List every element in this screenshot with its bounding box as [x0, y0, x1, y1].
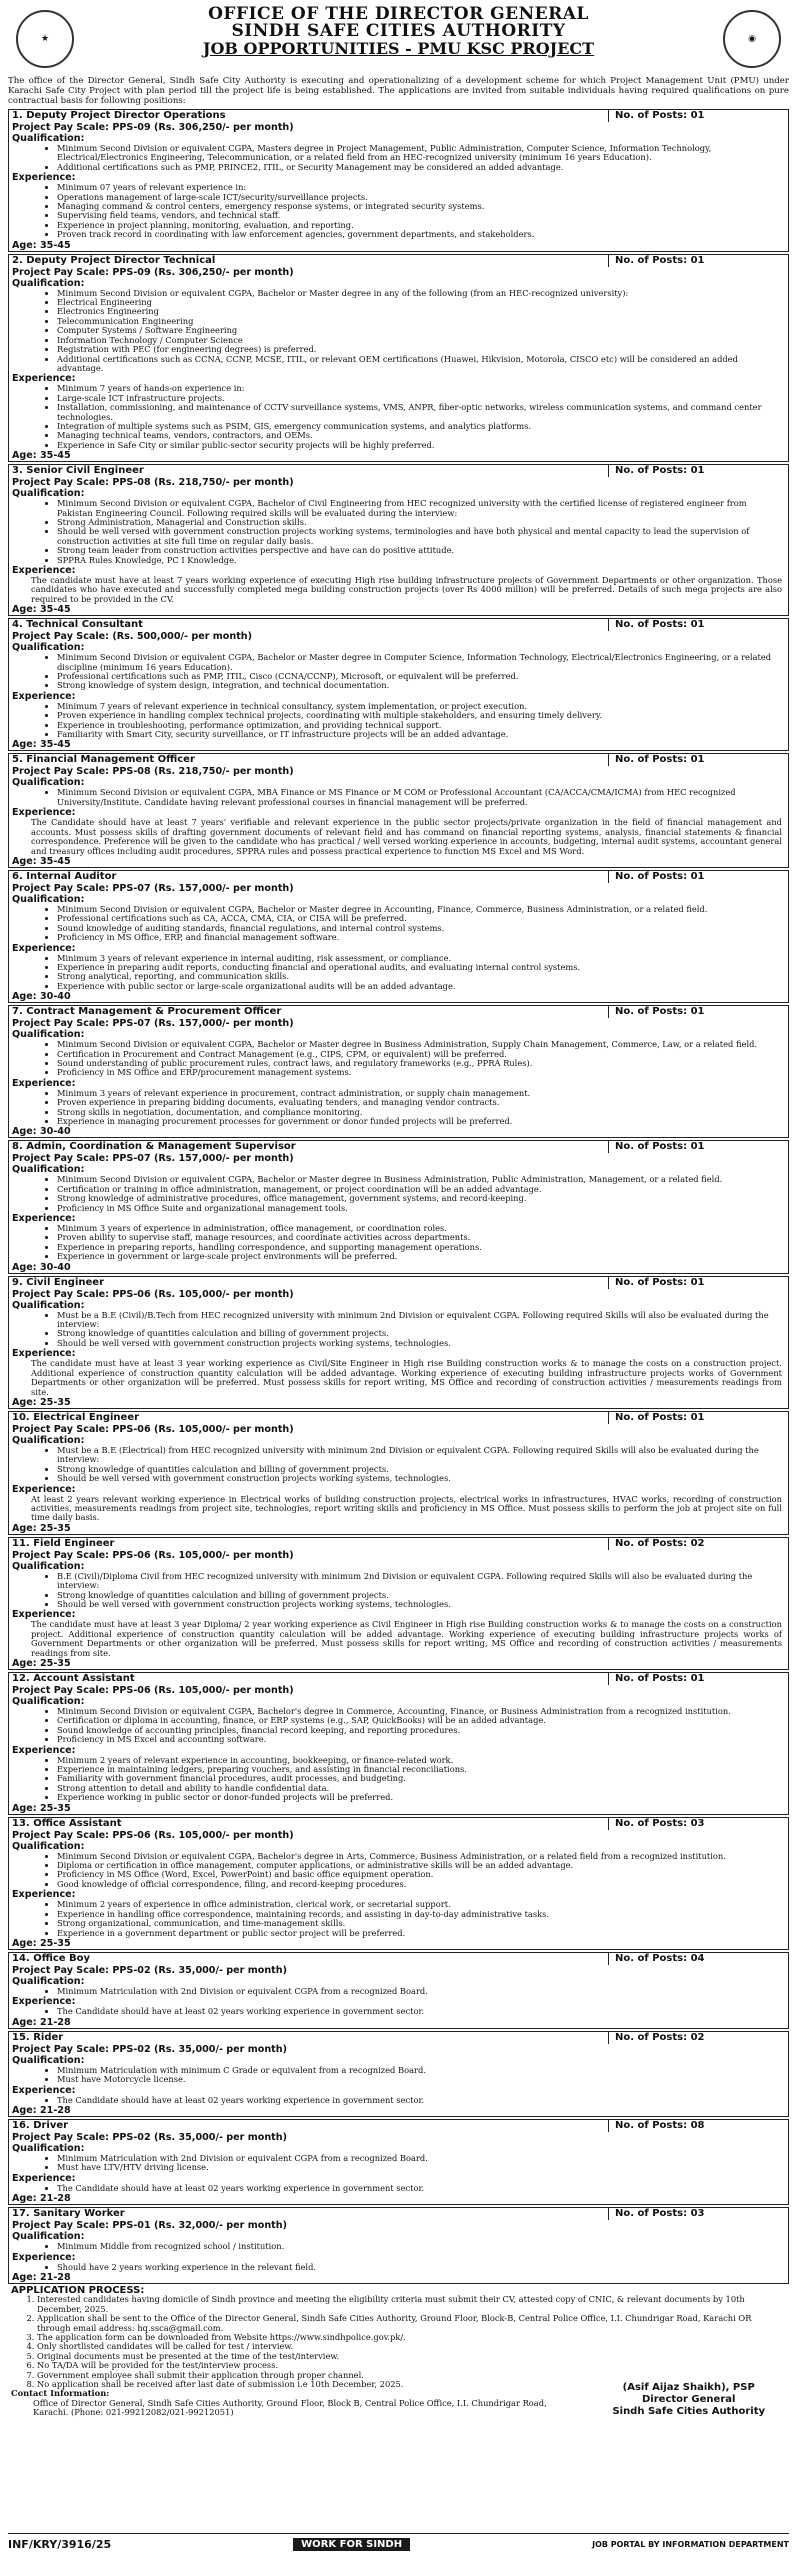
job-title: 14. Office Boy: [12, 1952, 91, 1964]
experience-label: Experience:: [12, 1889, 76, 1901]
job-title: 11. Field Engineer: [12, 1537, 115, 1549]
qualification-list: [9, 289, 788, 374]
qualification-item: • Computer Systems / Software Engineering: [57, 326, 782, 335]
qualification-label: Qualification:: [12, 777, 85, 789]
qualification-label: Qualification:: [12, 1975, 85, 1987]
sindh-police-logo-icon: ★: [16, 10, 74, 68]
header-line-3: JOB OPPORTUNITIES - PMU KSC PROJECT: [202, 39, 595, 58]
job-pay: Project Pay Scale: PPS-07 (Rs. 157,000/- per month): [12, 1018, 294, 1030]
experience-item: • Experience in maintaining ledgers, preparing vouchers, and assisting in financial reconciliations.: [57, 1765, 782, 1774]
experience-note: The candidate must have at least 7 years working experience of executing High rise building infrastructure projects of Government Departments or other organization. Those candidates who have executed and successfully completed mega building construction projects (over Rs 4000 million) will be preferred. Details of such mega projects are also required to be provided in the CV.: [31, 575, 782, 604]
job-title-row: [9, 1673, 788, 1685]
job-age: Age: 30-40: [12, 991, 71, 1003]
experience-item: • Familiarity with Smart City, security surveillance, or IT infrastructure projects will be an added advantage.: [57, 730, 782, 739]
job-posts: No. of Posts: 01: [608, 1673, 785, 1685]
experience-item: • Experience in project planning, monitoring, evaluation, and reporting.: [57, 221, 782, 230]
experience-item: • Integration of multiple systems such as PSIM, GIS, emergency communication systems, and analytics platforms.: [57, 422, 782, 431]
experience-item: • Operations management of large-scale ICT/security/surveillance projects.: [57, 193, 782, 202]
experience-item: • Large-scale ICT infrastructure projects.: [57, 394, 782, 403]
qualification-item: • Minimum Second Division or equivalent CGPA, Bachelor's degree in Commerce, Accounting, Finance, or Business Administration from a recognized institution.: [57, 1707, 782, 1716]
job-posts: No. of Posts: 01: [608, 465, 785, 477]
experience-item: • Should have 2 years working experience in the relevant field.: [57, 2263, 782, 2272]
experience-list: [9, 384, 788, 450]
job-pay: Project Pay Scale: PPS-06 (Rs. 105,000/- per month): [12, 1549, 294, 1561]
header: [8, 6, 789, 74]
experience-item: • Familiarity with government financial procedures, audit processes, and budgeting.: [57, 1774, 782, 1783]
job-posts: No. of Posts: 01: [608, 871, 785, 883]
job-pay: Project Pay Scale: PPS-06 (Rs. 105,000/- per month): [12, 1288, 294, 1300]
job-block: [8, 1672, 789, 1815]
experience-item: • Experience working in public sector or donor-funded projects will be preferred.: [57, 1793, 782, 1802]
job-pay: Project Pay Scale: PPS-02 (Rs. 35,000/- per month): [12, 2043, 287, 2055]
qualification-label: Qualification:: [12, 1164, 85, 1176]
contact-label: Contact Information:: [11, 2388, 110, 2399]
qualification-label: Qualification:: [12, 1696, 85, 1707]
qualification-item: • Should be well versed with government construction projects working systems, terminologies and have both physical and mental capacity to lead the supervision of construction activities at site full time on regular daily basis.: [57, 527, 782, 546]
job-posts: No. of Posts: 01: [608, 110, 785, 122]
qualification-item: • Strong knowledge of quantities calculation and billing of government projects.: [57, 1465, 782, 1474]
job-block: [8, 1140, 789, 1273]
qualification-list: [9, 2242, 788, 2251]
qualification-item: • Strong knowledge of quantities calculation and billing of government projects.: [57, 1329, 782, 1338]
qualification-item: • Minimum Second Division or equivalent CGPA, Masters degree in Project Management, Public Administration, Computer Science, Information Technology, Electrical/Electronics Engineering, Telecommunication, or a related field from an HEC-recognized university (minimum 16 years Education).: [57, 144, 782, 163]
qualification-item: • Should be well versed with government construction projects working systems, technologies.: [57, 1339, 782, 1348]
experience-list: [9, 183, 788, 239]
job-age: Age: 35-45: [12, 604, 71, 616]
qualification-label: Qualification:: [12, 1029, 85, 1041]
qualification-label: Qualification:: [12, 893, 85, 905]
job-pay: Project Pay Scale: PPS-06 (Rs. 105,000/- per month): [12, 1685, 294, 1696]
qualification-list: [9, 2154, 788, 2173]
job-title: 7. Contract Management & Procurement Officer: [12, 1006, 282, 1018]
job-pay: Project Pay Scale: (Rs. 500,000/- per month): [12, 631, 253, 643]
qualification-item: • Strong team leader from construction activities perspective and have can do positive attitude.: [57, 546, 782, 555]
job-age: Age: 35-45: [12, 450, 71, 462]
experience-item: • Proven experience in handling complex technical projects, coordinating with multiple stakeholders, and ensuring timely delivery.: [57, 711, 782, 720]
job-title: 5. Financial Management Officer: [12, 754, 195, 766]
experience-item: • Strong skills in negotiation, documentation, and compliance monitoring.: [57, 1108, 782, 1117]
qualification-label: Qualification:: [12, 1840, 85, 1852]
job-age: Age: 30-40: [12, 1126, 71, 1138]
qualification-item: • Must be a B.E (Civil)/B.Tech from HEC recognized university with minimum 2nd Division or equivalent CGPA. Following required Skills will also be evaluated during the interview:: [57, 1311, 782, 1330]
job-title-row: [9, 1953, 788, 1965]
job-posts: No. of Posts: 01: [608, 1006, 785, 1018]
qualification-item: • Minimum Middle from recognized school / institution.: [57, 2242, 782, 2251]
job-title-row: [9, 465, 788, 477]
job-title-row: [9, 2208, 788, 2220]
experience-item: • Experience in a government department or public sector project will be preferred.: [57, 1929, 782, 1938]
job-block: [8, 870, 789, 1003]
qualification-item: • Minimum Matriculation with minimum C Grade or equivalent from a recognized Board.: [57, 2066, 782, 2075]
experience-item: • Experience in handling office correspondence, maintaining records, and assisting in day-to-day administrative tasks.: [57, 1910, 782, 1919]
process-title: APPLICATION PROCESS:: [11, 2284, 145, 2296]
experience-item: • Minimum 7 years of hands-on experience in:: [57, 384, 782, 393]
job-posts: No. of Posts: 01: [608, 1141, 785, 1153]
job-posts: No. of Posts: 03: [608, 2208, 785, 2220]
qualification-label: Qualification:: [12, 2231, 85, 2243]
footer-portal: JOB PORTAL BY INFORMATION DEPARTMENT: [592, 2539, 789, 2549]
experience-label: Experience:: [12, 1213, 76, 1225]
job-posts: No. of Posts: 08: [608, 2120, 785, 2132]
experience-item: • Experience in managing procurement processes for government or donor funded projects will be preferred.: [57, 1117, 782, 1126]
qualification-item: • Professional certifications such as CA, ACCA, CMA, CIA, or CISA will be preferred.: [57, 914, 782, 923]
process-item: 8. No application shall be received after last date of submission i.e 10th December, 2025.: [37, 2380, 786, 2389]
qualification-item: • Strong knowledge of quantities calculation and billing of government projects.: [57, 1591, 782, 1600]
intro-paragraph: The office of the Director General, Sindh Safe City Authority is executing and operationalizing of a development scheme for which Project Management Unit (PMU) under Karachi Safe City Project with plan period till the project life is being established. The applications are invited from suitable individuals having required qualifications on pure contractual basis for following positions:: [8, 76, 789, 106]
qualification-list: [9, 788, 788, 807]
qualification-label: Qualification:: [12, 488, 85, 500]
qualification-item: • Must have LTV/HTV driving license.: [57, 2163, 782, 2172]
job-block: [8, 1537, 789, 1670]
footer: [8, 2533, 789, 2554]
qualification-item: • Strong knowledge of administrative procedures, office management, government systems, and record-keeping.: [57, 1194, 782, 1203]
job-posts: No. of Posts: 01: [608, 1412, 785, 1424]
job-title: 17. Sanitary Worker: [12, 2208, 125, 2220]
job-title: 2. Deputy Project Director Technical: [12, 254, 216, 266]
qualification-item: • Minimum Second Division or equivalent CGPA, Bachelor or Master degree in Computer Science, Information Technology, Electrical/Electronics Engineering, or a related discipline (minimum 16 years Education).: [57, 653, 782, 672]
experience-note: At least 2 years relevant working experience in Electrical works of building construction projects, electrical works in infrastructures, HVAC works, recording of construction activities, measurements readings from project site, technologies, report writing skills and proficiency in MS Office. Must possess skills to perform the job at project site on full time daily basis.: [31, 1493, 782, 1523]
experience-item: • Proven experience in preparing bidding documents, evaluating tenders, and managing vendor contracts.: [57, 1098, 782, 1107]
signature-name: (Asif Aijaz Shaikh), PSP: [622, 2382, 755, 2393]
footer-brand: WORK FOR SINDH: [293, 2538, 410, 2551]
job-title-row: [9, 255, 788, 267]
qualification-item: • Proficiency in MS Excel and accounting software.: [57, 1735, 782, 1744]
footer-ref: INF/KRY/3916/25: [8, 2537, 112, 2551]
experience-note: The candidate must have at least 3 year Diploma/ 2 year working experience as Civil Engineer in High rise Building construction works & to manage the costs on a construction project. Additional experience of construction quantity calculation will be added advantage. Working experience of executing building infrastructure projects works of Government Departments or other organization will be preferred. Must possess skills for report writing, MS Office and recording of construction activities / measurements readings from site.: [31, 1619, 782, 1658]
job-title-row: [9, 2032, 788, 2044]
job-block: [8, 254, 789, 463]
signature-title: Director General: [642, 2394, 736, 2405]
qualification-list: [9, 1852, 788, 1890]
qualification-label: Qualification:: [12, 1560, 85, 1572]
job-title-row: [9, 1818, 788, 1830]
qualification-item: • Minimum Second Division or equivalent CGPA, Bachelor of Civil Engineering from HEC recognized university with the certified license of registered engineer from Pakistan Engineering Council. Following required skills will be evaluated during the interview:: [57, 499, 782, 518]
qualification-label: Qualification:: [12, 133, 85, 144]
job-pay: Project Pay Scale: PPS-09 (Rs. 306,250/- per month): [12, 122, 294, 133]
experience-item: • Experience in preparing audit reports, conducting financial and operational audits, and evaluating internal control systems.: [57, 963, 782, 972]
qualification-item: • Strong Administration, Managerial and Construction skills.: [57, 518, 782, 527]
experience-list: [9, 1756, 788, 1803]
qualification-label: Qualification:: [12, 642, 85, 654]
job-block: [8, 2119, 789, 2205]
experience-item: • Experience in preparing reports, handling correspondence, and supporting management operations.: [57, 1243, 782, 1252]
qualification-list: [9, 1175, 788, 1213]
experience-item: • The Candidate should have at least 02 years working experience in government sector.: [57, 2184, 782, 2193]
qualification-label: Qualification:: [12, 277, 85, 289]
job-title: 1. Deputy Project Director Operations: [12, 110, 226, 121]
qualification-item: • Must have Motorcycle license.: [57, 2075, 782, 2084]
qualification-label: Qualification:: [12, 2142, 85, 2154]
qualification-list: [9, 144, 788, 172]
experience-item: • Strong analytical, reporting, and communication skills.: [57, 972, 782, 981]
qualification-label: Qualification:: [12, 1299, 85, 1311]
job-title-row: [9, 871, 788, 883]
job-pay: Project Pay Scale: PPS-02 (Rs. 35,000/- per month): [12, 2131, 287, 2143]
process-item: 4. Only shortlisted candidates will be called for test / interview.: [37, 2342, 786, 2351]
process-item: 1. Interested candidates having domicile of Sindh province and meeting the eligibility criteria must submit their CV, attested copy of CNIC, & relevant documents by 10th December, 2025.: [37, 2295, 786, 2314]
qualification-item: • Minimum Second Division or equivalent CGPA, Bachelor or Master degree in any of the following (from an HEC-recognized university):: [57, 289, 782, 298]
qualification-item: • Strong knowledge of system design, integration, and technical documentation.: [57, 681, 782, 690]
job-title-row: [9, 754, 788, 766]
qualification-list: [9, 499, 788, 565]
process-item: 5. Original documents must be presented at the time of the test/interview.: [37, 2352, 786, 2361]
experience-list: [9, 954, 788, 992]
job-posts: No. of Posts: 04: [608, 1953, 785, 1965]
job-pay: Project Pay Scale: PPS-08 (Rs. 218,750/- per month): [12, 766, 294, 778]
job-age: Age: 25-35: [12, 1396, 71, 1408]
job-pay: Project Pay Scale: PPS-07 (Rs. 157,000/- per month): [12, 1153, 294, 1165]
job-block: [8, 2031, 789, 2117]
job-title-row: [9, 1141, 788, 1153]
header-line-1: OFFICE OF THE DIRECTOR GENERAL: [208, 4, 589, 24]
job-pay: Project Pay Scale: PPS-06 (Rs. 105,000/- per month): [12, 1829, 294, 1841]
experience-item: • Experience with public sector or large-scale organizational audits will be an added advantage.: [57, 982, 782, 991]
experience-item: • The Candidate should have at least 02 years working experience in government sector.: [57, 2096, 782, 2105]
job-age: Age: 25-35: [12, 1802, 71, 1814]
job-posts: No. of Posts: 03: [608, 1818, 785, 1830]
experience-item: • Experience in troubleshooting, performance optimization, and providing technical support.: [57, 721, 782, 730]
experience-note: The candidate must have at least 3 year working experience as Civil/Site Engineer in High rise Building construction works & to manage the costs on a construction project. Additional experience of construction quantity calculation will be added advantage. Working experience of executing building infrastructure projects works of Government Departments or other organization will be preferred. Must possess skills for report writing, MS Office and recording of construction activities / measurements readings from site.: [31, 1358, 782, 1397]
signature-block: [612, 2382, 765, 2418]
job-posts: No. of Posts: 01: [608, 754, 785, 766]
qualification-item: • Telecommunication Engineering: [57, 317, 782, 326]
job-title: 12. Account Assistant: [12, 1673, 135, 1684]
qualification-item: • Professional certifications such as PMP, ITIL, Cisco (CCNA/CCNP), Microsoft, or equivalent will be preferred.: [57, 672, 782, 681]
job-pay: Project Pay Scale: PPS-07 (Rs. 157,000/- per month): [12, 882, 294, 894]
experience-item: • Experience in government or large-scale project environments will be preferred.: [57, 1252, 782, 1261]
experience-label: Experience:: [12, 1609, 76, 1621]
experience-list: [9, 702, 788, 740]
qualification-item: • Minimum Second Division or equivalent CGPA, Bachelor or Master degree in Accounting, Finance, Commerce, Business Administration, or a related field.: [57, 905, 782, 914]
experience-item: • Proven ability to supervise staff, manage resources, and coordinate activities across departments.: [57, 1233, 782, 1242]
qualification-list: [9, 1311, 788, 1349]
experience-label: Experience:: [12, 373, 76, 385]
qualification-item: • Sound knowledge of auditing standards, financial regulations, and internal control systems.: [57, 924, 782, 933]
experience-item: • Experience in Safe City or similar public-sector security projects will be highly preferred.: [57, 441, 782, 450]
experience-item: • Installation, commissioning, and maintenance of CCTV surveillance systems, VMS, ANPR, fiber-optic networks, wireless communication systems, and command center technologies.: [57, 403, 782, 422]
qualification-item: • Should be well versed with government construction projects working systems, technologies.: [57, 1600, 782, 1609]
advertisement-page: [8, 6, 789, 2554]
qualification-list: [9, 1446, 788, 1484]
experience-note: The Candidate should have at least 7 years' verifiable and relevant experience in the public sector projects/private organization in the field of financial management and accounts. Must possess skills of drafting government documents of relevant field and has command on financial reporting systems, analysis, financial statements & financial correspondence. Preference will be given to the candidate who has practical / well versed working experience in accounts, budgeting, internal audit systems, accountant general and treasury offices including audit procedures, SPPRA rules and possess practical experience to function MS Excel and MS Word.: [31, 817, 782, 856]
job-title: 15. Rider: [12, 2031, 64, 2043]
experience-label: Experience:: [12, 172, 76, 184]
job-age: Age: 35-45: [12, 239, 71, 251]
qualification-item: • Minimum Matriculation with 2nd Division or equivalent CGPA from a recognized Board.: [57, 2154, 782, 2163]
qualification-item: • Proficiency in MS Office Suite and organizational management tools.: [57, 1204, 782, 1213]
signature-org: Sindh Safe Cities Authority: [612, 2406, 765, 2417]
job-title: 10. Electrical Engineer: [12, 1411, 140, 1423]
job-age: Age: 21-28: [12, 2193, 71, 2205]
job-title: 8. Admin, Coordination & Management Supervisor: [12, 1141, 296, 1153]
experience-label: Experience:: [12, 1744, 76, 1756]
job-age: Age: 25-35: [12, 1522, 71, 1534]
experience-label: Experience:: [12, 690, 76, 702]
qualification-item: • Certification or training in office administration, management, or project coordination will be an added advantage.: [57, 1185, 782, 1194]
experience-item: • The Candidate should have at least 02 years working experience in government sector.: [57, 2007, 782, 2016]
process-item: 7. Government employee shall submit their application through proper channel.: [37, 2371, 786, 2380]
experience-item: • Minimum 7 years of relevant experience in technical consultancy, system implementation, or project execution.: [57, 702, 782, 711]
experience-list: [9, 1224, 788, 1262]
job-age: Age: 21-28: [12, 2104, 71, 2116]
experience-list: [9, 2263, 788, 2272]
qualification-item: • Minimum Second Division or equivalent CGPA, Bachelor's degree in Arts, Commerce, Business Administration, or a related field from a recognized institution.: [57, 1852, 782, 1861]
contact-text: Office of Director General, Sindh Safe Cities Authority, Ground Floor, Block B, Central Police Office, I.I. Chundrigar Road, Karachi. (Phone: 021-99212082/021-99212051): [33, 2397, 547, 2418]
job-pay: Project Pay Scale: PPS-01 (Rs. 32,000/- per month): [12, 2220, 287, 2232]
qualification-item: • Electronics Engineering: [57, 307, 782, 316]
experience-item: • Minimum 3 years of relevant experience in internal auditing, risk assessment, or compliance.: [57, 954, 782, 963]
qualification-item: • Minimum Second Division or equivalent CGPA, Bachelor or Master degree in Business Administration, Public Administration, Management, or a related field.: [57, 1175, 782, 1184]
qualification-label: Qualification:: [12, 2054, 85, 2066]
job-block: [8, 1952, 789, 2029]
job-pay: Project Pay Scale: PPS-08 (Rs. 218,750/- per month): [12, 477, 294, 489]
job-title: 9. Civil Engineer: [12, 1276, 105, 1288]
job-title-row: [9, 619, 788, 631]
job-title-row: [9, 1277, 788, 1289]
qualification-item: • Should be well versed with government construction projects working systems, technologies.: [57, 1474, 782, 1483]
qualification-item: • Must be a B.E (Electrical) from HEC recognized university with minimum 2nd Division or equivalent CGPA. Following required Skills will also be evaluated during the interview:: [57, 1446, 782, 1465]
qualification-list: [9, 1040, 788, 1078]
experience-item: • Supervising field teams, vendors, and technical staff.: [57, 211, 782, 220]
job-title: 13. Office Assistant: [12, 1817, 122, 1829]
job-title: 6. Internal Auditor: [12, 870, 117, 882]
experience-label: Experience:: [12, 1348, 76, 1360]
experience-item: • Minimum 2 years of experience in office administration, clerical work, or secretarial support.: [57, 1900, 782, 1909]
job-pay: Project Pay Scale: PPS-06 (Rs. 105,000/- per month): [12, 1423, 294, 1435]
job-block: [8, 1276, 789, 1409]
job-block: [8, 1005, 789, 1138]
qualification-item: • Diploma or certification in office management, computer applications, or administrative skills will be an added advantage.: [57, 1861, 782, 1870]
qualification-item: • Registration with PEC (for engineering degrees) is preferred.: [57, 345, 782, 354]
experience-list: [9, 2096, 788, 2105]
jobs-list: [8, 109, 789, 2284]
safe-city-logo-icon: ◉: [723, 10, 781, 68]
experience-label: Experience:: [12, 1483, 76, 1495]
qualification-item: • B.E (Civil)/Diploma Civil from HEC recognized university with minimum 2nd Division or equivalent CGPA. Following required Skills will also be evaluated during the interview:: [57, 1572, 782, 1591]
experience-list: [9, 2184, 788, 2193]
job-title: 3. Senior Civil Engineer: [12, 465, 144, 477]
qualification-item: • Proficiency in MS Office (Word, Excel, PowerPoint) and basic office equipment operation.: [57, 1870, 782, 1879]
experience-item: • Minimum 07 years of relevant experience in:: [57, 183, 782, 192]
qualification-item: • Proficiency in MS Office, ERP, and financial management software.: [57, 933, 782, 942]
qualification-item: • Sound knowledge of accounting principles, financial record keeping, and reporting procedures.: [57, 1726, 782, 1735]
experience-label: Experience:: [12, 2251, 76, 2263]
experience-label: Experience:: [12, 1996, 76, 2008]
job-age: Age: 25-35: [12, 1658, 71, 1669]
job-pay: Project Pay Scale: PPS-09 (Rs. 306,250/- per month): [12, 266, 294, 278]
experience-label: Experience:: [12, 1077, 76, 1089]
experience-label: Experience:: [12, 2172, 76, 2184]
qualification-item: • Certification in Procurement and Contract Management (e.g., CIPS, CPM, or equivalent) will be preferred.: [57, 1050, 782, 1059]
qualification-item: • Additional certifications such as CCNA, CCNP, MCSE, ITIL, or relevant OEM certifications (Huawei, Hikvision, Motorola, CISCO etc) will be considered an added advantage.: [57, 355, 782, 374]
job-title: 4. Technical Consultant: [12, 619, 143, 631]
job-block: [8, 1411, 789, 1535]
qualification-list: [9, 905, 788, 943]
job-posts: No. of Posts: 01: [608, 255, 785, 267]
job-posts: No. of Posts: 01: [608, 619, 785, 631]
experience-label: Experience:: [12, 942, 76, 954]
experience-item: • Minimum 3 years of experience in administration, office management, or coordination roles.: [57, 1224, 782, 1233]
job-title-row: [9, 2120, 788, 2132]
qualification-list: [9, 2066, 788, 2085]
job-pay: Project Pay Scale: PPS-02 (Rs. 35,000/- per month): [12, 1964, 287, 1976]
job-age: Age: 21-28: [12, 2271, 71, 2283]
qualification-list: [9, 1987, 788, 1996]
header-line-2: SINDH SAFE CITIES AUTHORITY: [231, 21, 566, 41]
experience-list: [9, 1089, 788, 1127]
job-title: 16. Driver: [12, 2119, 69, 2131]
experience-item: • Minimum 2 years of relevant experience in accounting, bookkeeping, or finance-related work.: [57, 1756, 782, 1765]
job-age: Age: 25-35: [12, 1937, 71, 1949]
job-block: [8, 464, 789, 616]
job-posts: No. of Posts: 02: [608, 2032, 785, 2044]
experience-item: • Strong organizational, communication, and time-management skills.: [57, 1919, 782, 1928]
job-age: Age: 35-45: [12, 739, 71, 751]
job-block: [8, 2207, 789, 2284]
experience-item: • Managing technical teams, vendors, contractors, and OEMs.: [57, 431, 782, 440]
process-item: 3. The application form can be downloaded from Website https://www.sindhpolice.gov.pk/.: [37, 2333, 786, 2342]
qualification-item: • Additional certifications such as PMP, PRINCE2, ITIL, or Security Management may be considered an added advantage.: [57, 163, 782, 172]
job-posts: No. of Posts: 02: [608, 1538, 785, 1550]
job-block: [8, 109, 789, 252]
experience-item: • Managing command & control centers, emergency response systems, or integrated security systems.: [57, 202, 782, 211]
job-title-row: [9, 1538, 788, 1550]
qualification-list: [9, 1707, 788, 1745]
qualification-list: [9, 653, 788, 691]
qualification-item: • Certification or diploma in accounting, finance, or ERP systems (e.g., SAP, QuickBooks) will be an added advantage.: [57, 1716, 782, 1725]
job-age: Age: 35-45: [12, 855, 71, 867]
experience-item: • Strong attention to detail and ability to handle confidential data.: [57, 1784, 782, 1793]
process-item: 6. No TA/DA will be provided for the test/interview process.: [37, 2361, 786, 2370]
job-title-row: [9, 1412, 788, 1424]
process-item: 2. Application shall be sent to the Office of the Director General, Sindh Safe Cities Authority, Ground Floor, Block-B, Central Police Office, I.I. Chundrigar Road, Karachi OR through email address: hq.ssca@gmail.com.: [37, 2314, 786, 2333]
experience-list: [9, 1900, 788, 1938]
experience-label: Experience:: [12, 565, 76, 576]
experience-label: Experience:: [12, 2084, 76, 2096]
qualification-item: • Minimum Second Division or equivalent CGPA, Bachelor or Master degree in Business Administration, Supply Chain Management, Commerce, Law, or a related field.: [57, 1040, 782, 1049]
qualification-item: • Minimum Second Division or equivalent CGPA, MBA Finance or MS Finance or M COM or Professional Accountant (CA/ACCA/CMA/ICMA) from HEC recognized University/Institute. Candidate having relevant professional courses in financial management will be preferred.: [57, 788, 782, 807]
job-block: [8, 1817, 789, 1950]
qualification-item: • Electrical Engineering: [57, 298, 782, 307]
qualification-item: • Sound understanding of public procurement rules, contract laws, and regulatory frameworks (e.g., PPRA Rules).: [57, 1059, 782, 1068]
qualification-item: • Good knowledge of official correspondence, filing, and record-keeping procedures.: [57, 1880, 782, 1889]
job-age: Age: 30-40: [12, 1261, 71, 1273]
experience-item: • Proven track record in coordinating with law enforcement agencies, government departments, and stakeholders.: [57, 230, 782, 239]
experience-item: • Minimum 3 years of relevant experience in procurement, contract administration, or supply chain management.: [57, 1089, 782, 1098]
experience-list: [9, 2007, 788, 2016]
process-list: [11, 2295, 786, 2389]
job-title-row: [9, 1006, 788, 1018]
job-age: Age: 21-28: [12, 2016, 71, 2028]
qualification-item: • Minimum Matriculation with 2nd Division or equivalent CGPA from a recognized Board.: [57, 1987, 782, 1996]
experience-label: Experience:: [12, 807, 76, 819]
qualification-label: Qualification:: [12, 1434, 85, 1446]
qualification-list: [9, 1572, 788, 1610]
job-block: [8, 618, 789, 751]
job-block: [8, 753, 789, 867]
qualification-item: • Proficiency in MS Office and ERP/procurement management systems.: [57, 1068, 782, 1077]
job-posts: No. of Posts: 01: [608, 1277, 785, 1289]
job-title-row: [9, 110, 788, 122]
qualification-item: • Information Technology / Computer Science: [57, 336, 782, 345]
qualification-item: • SPPRA Rules Knowledge, PC I Knowledge.: [57, 556, 782, 565]
